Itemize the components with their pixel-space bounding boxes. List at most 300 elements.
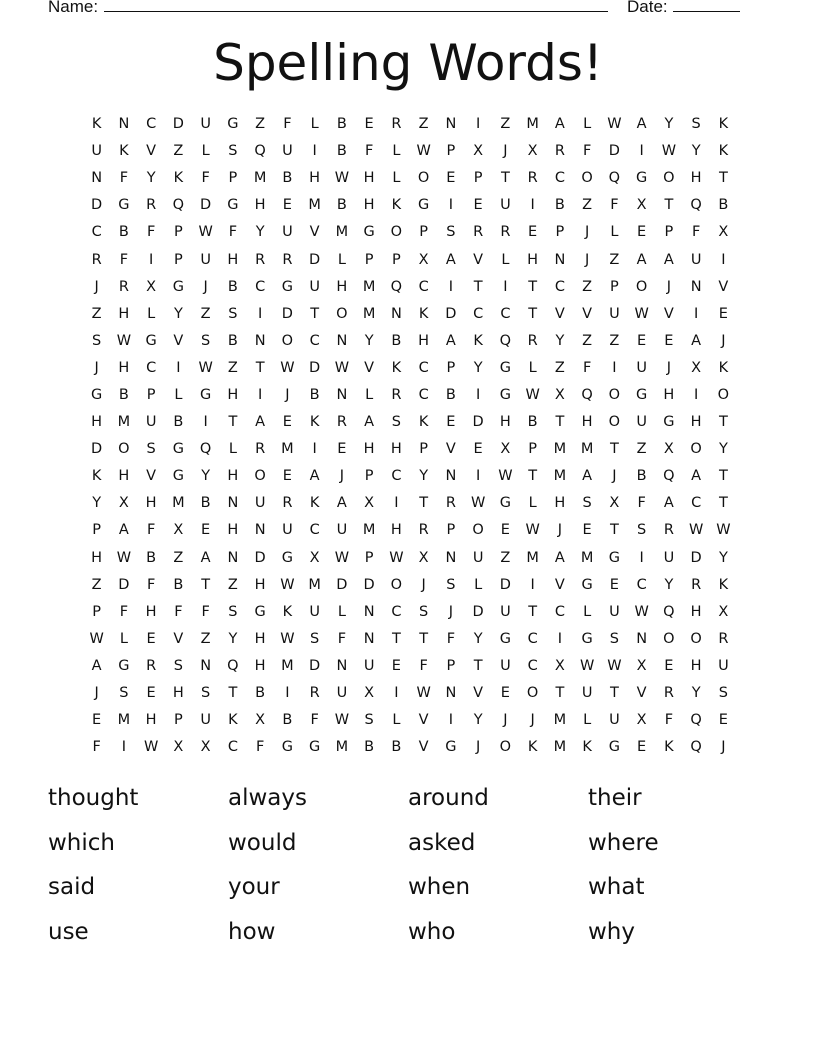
- grid-letter: N: [336, 386, 348, 403]
- grid-letter: W: [607, 657, 622, 674]
- grid-letter: T: [419, 630, 429, 647]
- grid-letter: I: [285, 685, 290, 702]
- grid-letter: H: [690, 603, 702, 620]
- grid-row: [83, 572, 737, 599]
- grid-letter: D: [118, 576, 130, 593]
- grid-letter: O: [390, 224, 403, 241]
- grid-letter: D: [254, 549, 266, 566]
- grid-letter: K: [173, 170, 184, 187]
- grid-letter: H: [390, 441, 402, 458]
- grid-letter: X: [554, 386, 565, 403]
- grid-letter: K: [718, 359, 729, 376]
- grid-letter: G: [363, 224, 375, 241]
- grid-letter: R: [255, 441, 266, 458]
- grid-letter: F: [446, 630, 456, 647]
- grid-letter: O: [581, 170, 593, 187]
- grid-letter: X: [118, 495, 129, 512]
- grid-letter: X: [636, 712, 647, 729]
- word-bank-row: [48, 865, 768, 910]
- grid-letter: C: [691, 495, 702, 512]
- grid-letter: Y: [364, 332, 374, 349]
- grid-letter: T: [201, 576, 211, 593]
- grid-letter: K: [391, 359, 402, 376]
- grid-letter: F: [201, 603, 210, 620]
- grid-letter: H: [227, 386, 239, 403]
- grid-letter: S: [391, 414, 401, 431]
- grid-letter: J: [666, 278, 672, 295]
- grid-letter: N: [445, 549, 457, 566]
- grid-letter: Q: [199, 441, 212, 458]
- grid-letter: E: [282, 197, 292, 214]
- grid-letter: C: [309, 332, 320, 349]
- grid-row: [83, 463, 737, 490]
- grid-letter: W: [116, 332, 132, 349]
- grid-letter: Z: [636, 441, 647, 458]
- grid-letter: P: [392, 251, 401, 268]
- grid-letter: E: [146, 685, 156, 702]
- grid-letter: Q: [690, 712, 702, 729]
- grid-letter: E: [500, 522, 510, 539]
- grid-letter: E: [92, 712, 102, 729]
- grid-letter: O: [690, 441, 702, 458]
- grid-letter: G: [145, 332, 157, 349]
- grid-letter: L: [528, 495, 537, 512]
- grid-letter: G: [499, 386, 511, 403]
- grid-letter: X: [418, 549, 429, 566]
- grid-letter: A: [691, 468, 702, 485]
- grid-letter: R: [527, 170, 538, 187]
- grid-letter: H: [418, 332, 430, 349]
- grid-letter: G: [499, 359, 511, 376]
- grid-letter: H: [581, 414, 593, 431]
- grid-letter: V: [173, 630, 184, 647]
- grid-letter: W: [116, 549, 132, 566]
- grid-letter: L: [583, 603, 592, 620]
- grid-letter: C: [146, 359, 157, 376]
- grid-letter: X: [718, 603, 729, 620]
- grid-letter: R: [336, 414, 347, 431]
- grid-row: [83, 301, 737, 328]
- grid-letter: Z: [609, 332, 620, 349]
- grid-letter: C: [227, 739, 238, 756]
- grid-letter: Q: [172, 197, 185, 214]
- grid-letter: Z: [582, 278, 593, 295]
- grid-letter: I: [203, 414, 208, 431]
- grid-letter: P: [555, 224, 565, 241]
- grid-letter: H: [91, 549, 103, 566]
- grid-letter: Z: [418, 116, 429, 133]
- grid-letter: S: [446, 576, 456, 593]
- grid-letter: V: [146, 468, 157, 485]
- grid-letter: E: [364, 116, 374, 133]
- grid-letter: P: [446, 522, 456, 539]
- grid-letter: C: [418, 386, 429, 403]
- grid-letter: U: [91, 143, 102, 160]
- grid-letter: Z: [200, 630, 211, 647]
- grid-letter: R: [146, 197, 157, 214]
- grid-letter: U: [200, 712, 211, 729]
- grid-letter: E: [337, 441, 347, 458]
- grid-letter: B: [146, 549, 157, 566]
- grid-letter: D: [281, 305, 293, 322]
- grid-letter: U: [636, 414, 647, 431]
- grid-letter: L: [392, 712, 401, 729]
- word-bank-item: why: [588, 918, 635, 945]
- grid-letter: Q: [690, 197, 702, 214]
- grid-letter: Q: [608, 170, 621, 187]
- grid-letter: B: [255, 685, 266, 702]
- grid-letter: W: [661, 143, 677, 160]
- grid-letter: Z: [227, 359, 238, 376]
- grid-letter: G: [499, 495, 511, 512]
- grid-letter: I: [639, 143, 644, 160]
- grid-letter: W: [525, 522, 540, 539]
- grid-letter: T: [228, 414, 238, 431]
- grid-letter: W: [334, 359, 350, 376]
- grid-letter: W: [280, 576, 295, 593]
- grid-letter: H: [499, 414, 511, 431]
- grid-letter: K: [309, 414, 320, 431]
- grid-letter: V: [554, 305, 565, 322]
- grid-letter: U: [500, 657, 511, 674]
- grid-letter: U: [472, 549, 484, 566]
- grid-letter: K: [418, 305, 429, 322]
- grid-letter: D: [363, 576, 375, 593]
- grid-letter: Q: [690, 739, 702, 756]
- word-bank-row: [48, 776, 768, 821]
- grid-letter: K: [473, 332, 483, 349]
- grid-letter: T: [255, 359, 265, 376]
- grid-letter: M: [580, 441, 594, 458]
- name-label: Name:: [48, 0, 99, 16]
- grid-letter: P: [446, 657, 456, 674]
- grid-letter: F: [146, 224, 156, 241]
- grid-letter: F: [364, 143, 374, 160]
- grid-letter: J: [285, 386, 290, 403]
- grid-letter: B: [227, 332, 238, 349]
- grid-letter: G: [608, 739, 620, 756]
- grid-letter: Q: [227, 657, 239, 674]
- grid-row: [83, 192, 737, 219]
- grid-letter: T: [473, 278, 483, 295]
- grid-letter: O: [690, 630, 702, 647]
- grid-letter: B: [391, 739, 402, 756]
- grid-letter: T: [718, 495, 728, 512]
- grid-letter: G: [309, 739, 321, 756]
- grid-letter: W: [634, 603, 649, 620]
- grid-letter: I: [639, 549, 644, 566]
- date-blank-line[interactable]: [673, 11, 740, 12]
- grid-letter: B: [173, 414, 184, 431]
- grid-letter: J: [612, 468, 617, 485]
- grid-letter: W: [634, 305, 649, 322]
- grid-letter: V: [418, 739, 429, 756]
- grid-letter: B: [445, 386, 456, 403]
- grid-letter: G: [581, 630, 593, 647]
- grid-letter: Y: [473, 359, 483, 376]
- grid-letter: P: [228, 170, 238, 187]
- grid-row: [83, 707, 737, 734]
- grid-letter: U: [581, 685, 593, 702]
- grid-letter: I: [721, 251, 726, 268]
- grid-letter: X: [636, 657, 647, 674]
- grid-letter: N: [200, 657, 212, 674]
- grid-letter: P: [174, 712, 183, 729]
- grid-letter: M: [553, 712, 567, 729]
- grid-letter: O: [526, 685, 539, 702]
- grid-letter: U: [336, 685, 348, 702]
- grid-letter: Y: [473, 630, 483, 647]
- grid-letter: X: [364, 495, 375, 512]
- grid-letter: N: [227, 495, 239, 512]
- grid-letter: O: [635, 278, 648, 295]
- grid-letter: A: [200, 549, 211, 566]
- grid-letter: Y: [691, 685, 701, 702]
- grid-letter: H: [309, 170, 321, 187]
- grid-letter: U: [718, 657, 729, 674]
- grid-letter: T: [609, 685, 619, 702]
- grid-letter: J: [503, 712, 508, 729]
- grid-letter: W: [143, 739, 159, 756]
- grid-letter: H: [145, 603, 157, 620]
- grid-letter: S: [201, 685, 211, 702]
- grid-letter: T: [473, 657, 483, 674]
- grid-letter: V: [473, 685, 484, 702]
- grid-letter: W: [688, 522, 704, 539]
- grid-letter: L: [337, 251, 346, 268]
- grid-letter: Z: [500, 549, 511, 566]
- grid-letter: A: [255, 414, 266, 431]
- grid-letter: F: [337, 630, 347, 647]
- grid-letter: Y: [201, 468, 211, 485]
- grid-letter: U: [254, 495, 266, 512]
- grid-letter: T: [555, 685, 565, 702]
- grid-letter: N: [227, 549, 239, 566]
- grid-letter: R: [663, 522, 674, 539]
- grid-letter: L: [174, 386, 183, 403]
- grid-letter: F: [119, 170, 129, 187]
- grid-letter: V: [582, 305, 593, 322]
- grid-letter: A: [445, 332, 456, 349]
- grid-letter: Y: [718, 441, 728, 458]
- grid-row: [83, 626, 737, 653]
- grid-letter: H: [118, 305, 130, 322]
- grid-letter: U: [690, 251, 702, 268]
- grid-letter: A: [663, 251, 674, 268]
- grid-row: [83, 138, 737, 165]
- grid-letter: B: [336, 197, 347, 214]
- grid-letter: I: [612, 359, 617, 376]
- grid-letter: U: [200, 251, 211, 268]
- grid-letter: X: [364, 685, 375, 702]
- grid-letter: V: [173, 332, 184, 349]
- grid-letter: W: [198, 359, 213, 376]
- grid-letter: L: [583, 116, 592, 133]
- grid-letter: F: [419, 657, 428, 674]
- grid-letter: F: [255, 739, 265, 756]
- grid-letter: R: [418, 522, 429, 539]
- grid-letter: O: [499, 739, 512, 756]
- grid-letter: H: [254, 197, 266, 214]
- grid-letter: Z: [227, 576, 238, 593]
- grid-letter: P: [146, 386, 156, 403]
- grid-letter: D: [608, 143, 620, 160]
- grid-letter: M: [362, 522, 376, 539]
- grid-letter: N: [445, 116, 457, 133]
- grid-letter: E: [718, 712, 728, 729]
- name-blank-line[interactable]: [104, 11, 608, 12]
- grid-row: [83, 436, 737, 463]
- grid-letter: K: [282, 603, 293, 620]
- grid-letter: J: [557, 522, 563, 539]
- grid-letter: E: [473, 197, 483, 214]
- grid-letter: J: [203, 278, 208, 295]
- grid-letter: F: [310, 712, 319, 729]
- grid-row: [83, 599, 737, 626]
- grid-letter: B: [227, 278, 238, 295]
- grid-letter: Y: [146, 170, 156, 187]
- grid-letter: J: [721, 739, 726, 756]
- grid-letter: M: [526, 116, 539, 133]
- grid-letter: Q: [390, 278, 403, 295]
- grid-letter: I: [448, 712, 454, 729]
- grid-letter: Z: [500, 116, 511, 133]
- grid-letter: L: [501, 251, 510, 268]
- grid-letter: L: [392, 143, 401, 160]
- grid-letter: N: [690, 278, 702, 295]
- grid-letter: W: [280, 630, 295, 647]
- grid-letter: V: [636, 685, 647, 702]
- grid-letter: P: [446, 143, 456, 160]
- grid-letter: I: [503, 278, 508, 295]
- grid-letter: S: [92, 332, 102, 349]
- grid-row: [83, 246, 737, 273]
- grid-row: [83, 653, 737, 680]
- grid-letter: X: [636, 197, 647, 214]
- grid-letter: A: [91, 657, 102, 674]
- grid-letter: M: [117, 712, 131, 729]
- grid-letter: P: [528, 441, 537, 458]
- grid-letter: O: [281, 332, 294, 349]
- grid-letter: C: [255, 278, 266, 295]
- grid-letter: F: [283, 116, 292, 133]
- grid-letter: B: [173, 576, 184, 593]
- grid-letter: L: [392, 170, 401, 187]
- grid-letter: O: [336, 305, 348, 322]
- grid-letter: T: [391, 630, 401, 647]
- grid-letter: H: [336, 278, 348, 295]
- page-title: Spelling Words!: [213, 34, 603, 92]
- grid-letter: X: [173, 739, 184, 756]
- grid-letter: L: [583, 712, 592, 729]
- grid-letter: G: [172, 468, 184, 485]
- grid-letter: O: [254, 468, 266, 485]
- grid-letter: U: [145, 414, 157, 431]
- grid-letter: I: [530, 197, 535, 214]
- grid-letter: Y: [555, 332, 565, 349]
- grid-letter: D: [91, 441, 103, 458]
- grid-letter: K: [582, 739, 592, 756]
- grid-letter: C: [91, 224, 102, 241]
- grid-letter: E: [500, 685, 510, 702]
- grid-letter: T: [228, 685, 238, 702]
- word-bank-row: [48, 821, 768, 866]
- grid-letter: J: [421, 576, 426, 593]
- grid-letter: Z: [91, 576, 102, 593]
- grid-letter: I: [312, 143, 317, 160]
- word-bank-item: which: [48, 829, 116, 856]
- grid-letter: B: [282, 712, 293, 729]
- grid-letter: Q: [254, 143, 266, 160]
- grid-letter: X: [255, 712, 266, 729]
- grid-letter: J: [721, 332, 726, 349]
- grid-letter: S: [310, 630, 320, 647]
- grid-letter: W: [334, 549, 350, 566]
- grid-letter: M: [553, 739, 567, 756]
- grid-letter: E: [637, 332, 647, 349]
- grid-letter: N: [336, 332, 348, 349]
- grid-letter: I: [693, 386, 699, 403]
- grid-letter: R: [691, 576, 702, 593]
- grid-letter: X: [527, 143, 538, 160]
- grid-row: [83, 274, 737, 301]
- grid-letter: C: [636, 576, 647, 593]
- word-bank-item: asked: [408, 829, 476, 856]
- grid-letter: S: [691, 116, 701, 133]
- grid-letter: R: [445, 495, 456, 512]
- grid-letter: C: [391, 468, 402, 485]
- grid-letter: W: [716, 522, 731, 539]
- grid-letter: W: [525, 386, 540, 403]
- grid-letter: B: [391, 332, 402, 349]
- grid-letter: F: [228, 224, 238, 241]
- grid-row: [83, 680, 737, 707]
- grid-letter: P: [664, 224, 674, 241]
- grid-letter: C: [500, 305, 511, 322]
- grid-letter: K: [309, 495, 320, 512]
- grid-letter: E: [637, 224, 647, 241]
- grid-letter: R: [255, 251, 266, 268]
- grid-letter: J: [530, 712, 535, 729]
- grid-letter: G: [445, 739, 457, 756]
- grid-letter: U: [363, 657, 375, 674]
- grid-letter: P: [364, 549, 374, 566]
- grid-letter: Y: [473, 712, 483, 729]
- grid-letter: Z: [173, 549, 184, 566]
- grid-letter: H: [254, 657, 266, 674]
- grid-letter: M: [553, 441, 567, 458]
- grid-letter: L: [474, 576, 483, 593]
- grid-letter: I: [257, 305, 263, 322]
- grid-letter: H: [227, 468, 239, 485]
- grid-letter: R: [282, 495, 293, 512]
- grid-letter: A: [636, 116, 647, 133]
- grid-letter: M: [281, 441, 294, 458]
- grid-letter: H: [554, 495, 566, 512]
- grid-letter: X: [309, 549, 320, 566]
- grid-letter: G: [281, 278, 293, 295]
- grid-letter: V: [473, 251, 484, 268]
- grid-letter: T: [419, 495, 429, 512]
- grid-letter: I: [448, 278, 454, 295]
- grid-letter: Z: [582, 197, 593, 214]
- grid-letter: V: [146, 143, 157, 160]
- grid-letter: K: [418, 414, 429, 431]
- grid-letter: A: [364, 414, 375, 431]
- grid-letter: N: [554, 251, 566, 268]
- grid-letter: R: [146, 657, 157, 674]
- grid-letter: A: [309, 468, 320, 485]
